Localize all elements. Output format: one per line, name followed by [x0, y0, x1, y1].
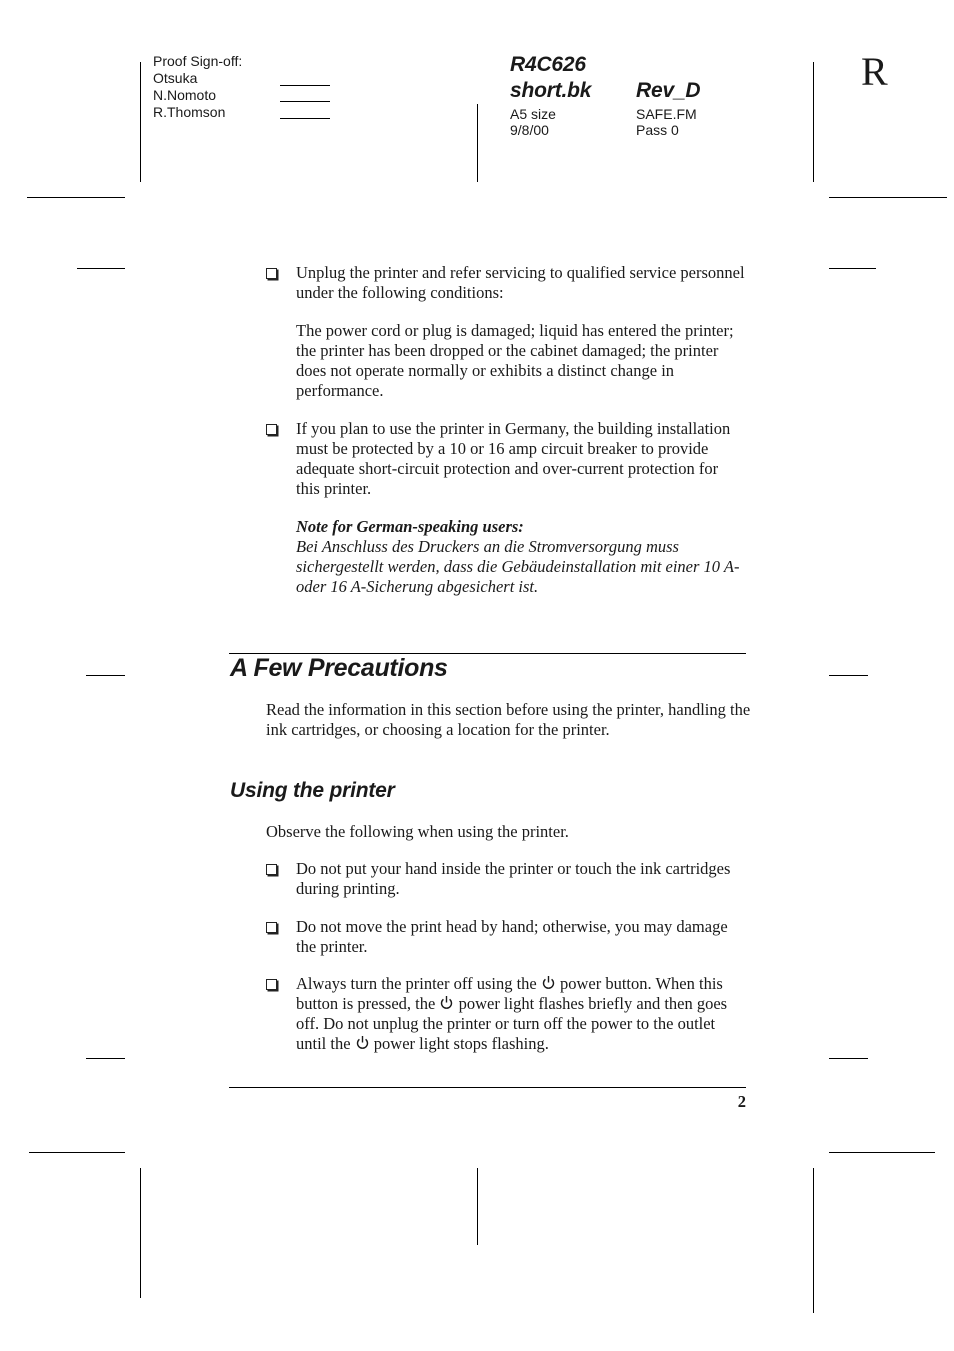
signer-name: Otsuka	[153, 70, 198, 86]
crop-mark	[477, 1168, 478, 1245]
note-body: Bei Anschluss des Druckers an die Stromversorgung muss sichergestellt werden, dass die Gebäudeinstallation mit einer 10 A- oder 16 A-Sicherung abgesichert ist.	[296, 537, 740, 596]
crop-mark	[813, 1168, 814, 1313]
signer-name: N.Nomoto	[153, 87, 217, 103]
crop-mark	[27, 197, 125, 198]
page-number: 2	[737, 1092, 746, 1111]
footer-rule	[229, 1087, 746, 1088]
proof-signoff-block	[153, 53, 242, 121]
bullet-detail-text: The power cord or plug is damaged; liquid has entered the printer; the printer has been dropped or the cabinet damaged; the printer does not operate normally or exhibits a distinct change in performance.	[296, 321, 734, 400]
section-title: A Few Precautions	[230, 654, 448, 682]
list-item	[296, 974, 746, 1054]
crop-mark	[813, 62, 814, 182]
signature-line	[280, 101, 330, 102]
item3-text-c: power light flashes briefly and then goes off. Do not unplug the printer or turn off the power to the outlet until the	[296, 994, 728, 1053]
signature-line	[280, 118, 330, 119]
signer-name: R.Thomson	[153, 104, 226, 120]
bullet-checkbox-icon	[266, 424, 277, 435]
item3-text-d: power light stops flashing.	[373, 1034, 549, 1053]
item3-text-b: power button. When this button is pressed, the	[296, 974, 723, 1013]
header-rev-info	[636, 78, 700, 138]
crop-mark	[829, 1152, 935, 1153]
crop-mark	[829, 1058, 868, 1059]
crop-mark	[77, 268, 125, 269]
bullet-checkbox-icon	[266, 922, 277, 933]
crop-mark	[29, 1152, 125, 1153]
crop-mark	[140, 62, 141, 182]
list-item: Do not move the print head by hand; otherwise, you may damage the printer.	[296, 917, 728, 956]
crop-mark	[829, 675, 868, 676]
crop-mark	[477, 104, 478, 182]
section-intro: Read the information in this section before using the printer, handling the ink cartridges, or choosing a location for the printer.	[266, 700, 751, 739]
proof-signoff-label: Proof Sign-off:	[153, 53, 243, 69]
header-book: short.bk	[510, 79, 592, 102]
crop-mark	[829, 268, 876, 269]
signature-line	[280, 85, 330, 86]
header-pass: Pass 0	[636, 122, 679, 138]
bullet-checkbox-icon	[266, 979, 277, 990]
header-date: 9/8/00	[510, 122, 549, 138]
subsection-intro: Observe the following when using the printer.	[266, 822, 569, 841]
item3-text-a: Always turn the printer off using the	[296, 974, 537, 993]
corner-letter: R	[861, 49, 888, 94]
bullet-text: If you plan to use the printer in Germany, the building installation must be protected by a 10 or 16 amp circuit breaker to provide adequate short-circuit protection and over-current protection for this printer.	[296, 419, 731, 498]
header-code: R4C626	[510, 53, 586, 76]
bullet-text: Unplug the printer and refer servicing to qualified service personnel under the following conditions:	[296, 263, 745, 302]
header-book-info	[510, 52, 591, 138]
power-icon	[356, 1035, 369, 1050]
subsection-title: Using the printer	[230, 779, 395, 802]
crop-mark	[829, 197, 947, 198]
bullet-checkbox-icon	[266, 268, 277, 279]
list-item: Do not put your hand inside the printer or touch the ink cartridges during printing.	[296, 859, 731, 898]
note-title: Note for German-speaking users:	[296, 517, 524, 536]
bullet-checkbox-icon	[266, 864, 277, 875]
crop-mark	[86, 1058, 125, 1059]
header-rev: Rev_D	[636, 79, 701, 102]
power-icon	[542, 975, 555, 990]
header-file: SAFE.FM	[636, 106, 697, 122]
header-size: A5 size	[510, 106, 556, 122]
crop-mark	[140, 1168, 141, 1298]
power-icon	[440, 995, 453, 1010]
crop-mark	[86, 675, 125, 676]
